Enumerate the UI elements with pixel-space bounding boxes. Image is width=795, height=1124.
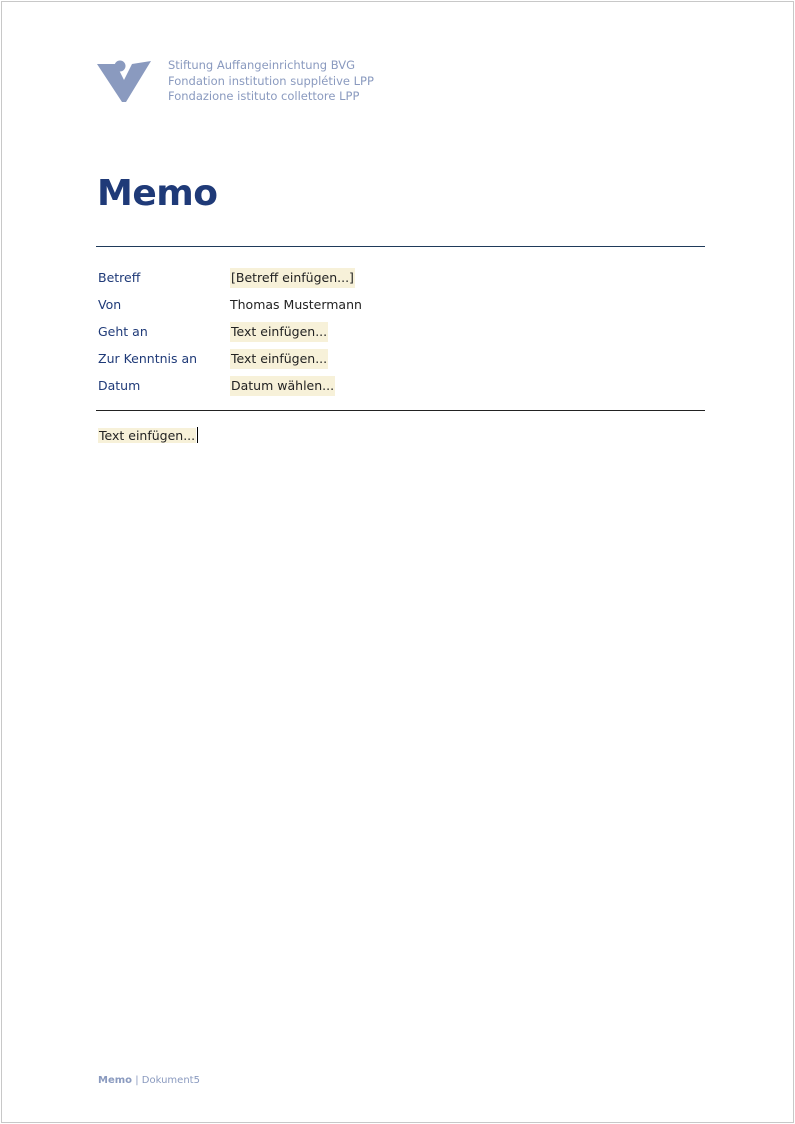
fields-divider — [96, 410, 705, 411]
text-cursor — [197, 427, 198, 443]
footer-title: Memo — [98, 1075, 133, 1086]
org-name-fr: Fondation institution supplétive LPP — [168, 73, 374, 88]
header-divider — [96, 246, 705, 247]
field-label-betreff: Betreff — [98, 270, 141, 285]
field-value-zur-kenntnis-an[interactable]: Text einfügen... — [230, 349, 328, 369]
footer-document-name: Dokument5 — [141, 1075, 200, 1086]
field-label-geht-an: Geht an — [98, 324, 148, 339]
field-label-datum: Datum — [98, 378, 141, 393]
field-label-zur-kenntnis-an: Zur Kenntnis an — [98, 351, 198, 366]
field-value-betreff[interactable]: [Betreff einfügen...] — [230, 268, 355, 288]
field-value-von[interactable]: Thomas Mustermann — [230, 297, 362, 312]
document-page — [1, 1, 794, 1123]
document-title: Memo — [97, 173, 218, 214]
field-value-datum[interactable]: Datum wählen... — [230, 376, 335, 396]
field-label-von: Von — [98, 297, 122, 312]
org-name-it: Fondazione istituto collettore LPP — [168, 89, 360, 103]
field-value-geht-an[interactable]: Text einfügen... — [230, 322, 328, 342]
page-footer — [98, 1074, 200, 1088]
organization-name — [168, 58, 374, 105]
footer-separator: | — [135, 1075, 139, 1086]
org-name-de: Stiftung Auffangeinrichtung BVG — [168, 58, 356, 72]
person-v-logo-icon — [97, 58, 151, 102]
memo-body-placeholder[interactable]: Text einfügen... — [99, 428, 196, 443]
memo-body[interactable] — [98, 426, 198, 446]
